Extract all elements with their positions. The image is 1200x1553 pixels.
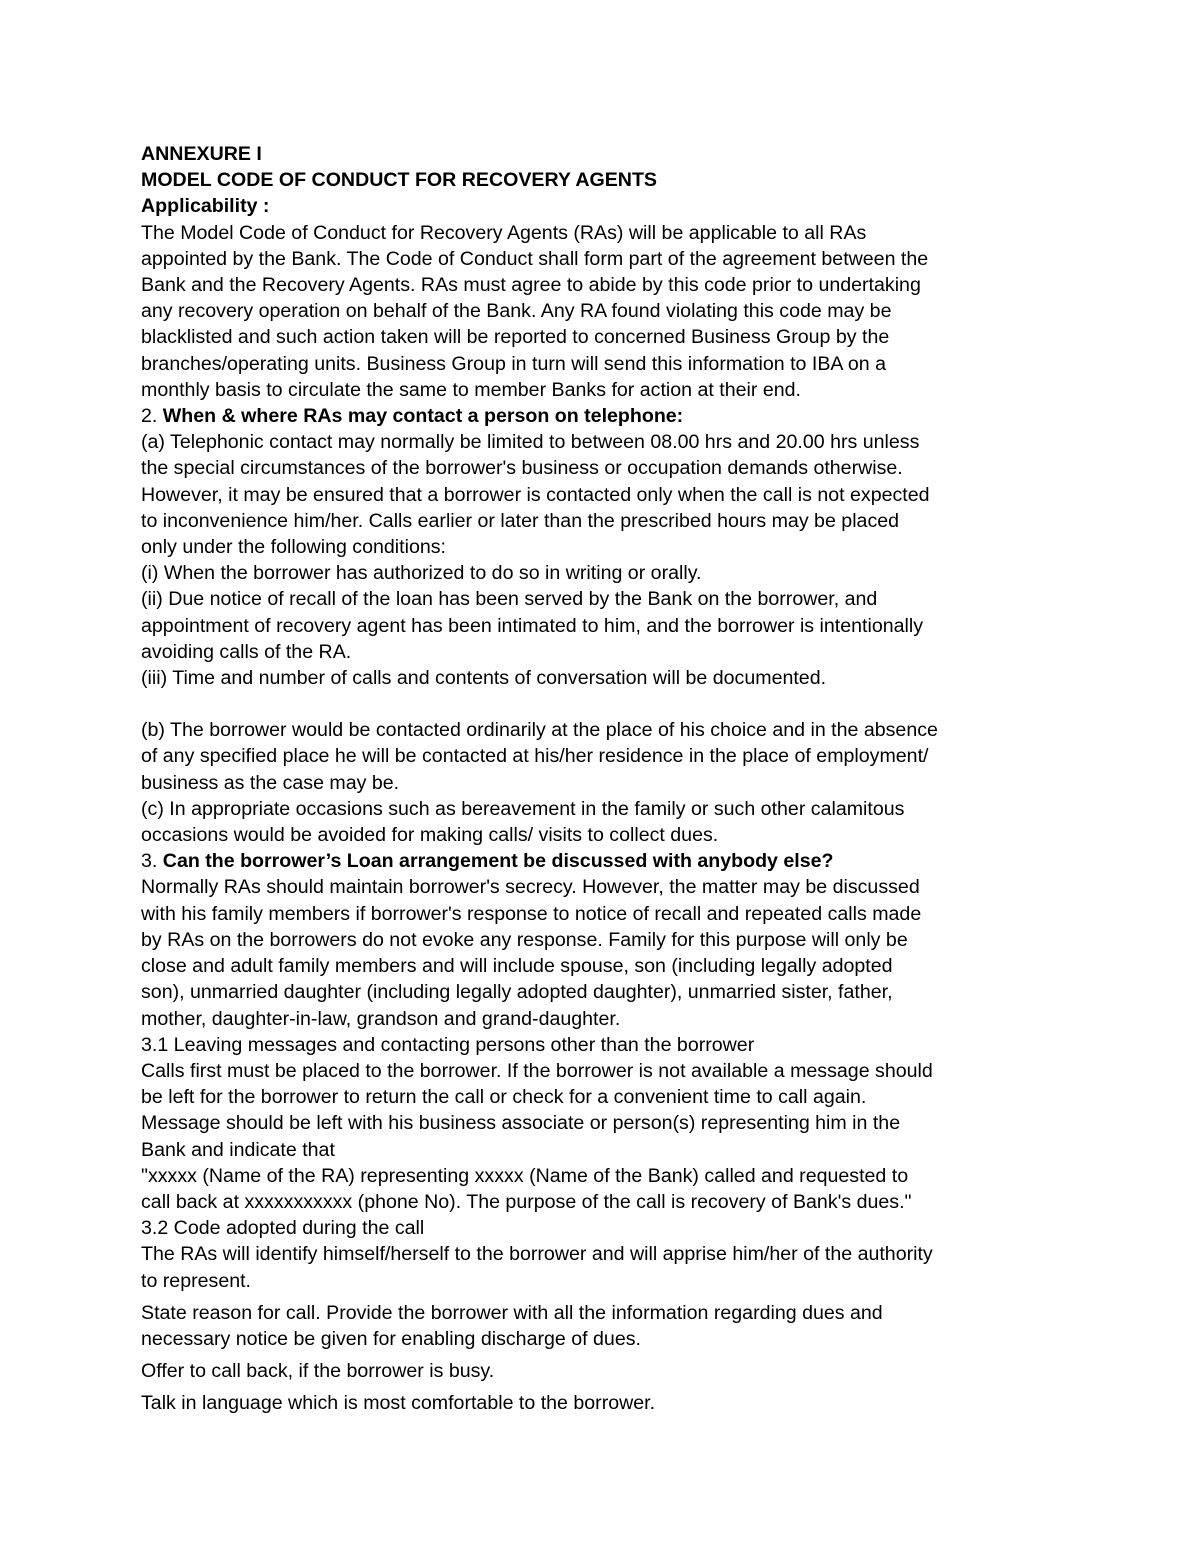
section-2-number: 2.	[141, 405, 163, 428]
annexure-label: ANNEXURE I	[141, 143, 262, 165]
section-3-2-line: Offer to call back, if the borrower is busy.	[141, 1360, 495, 1383]
section-3-title: Can the borrower’s Loan arrangement be discussed with anybody else?	[162, 850, 834, 873]
applicability-line: any recovery operation on behalf of the Bank. Any RA found violating this code may be	[141, 300, 892, 323]
section-2a-line: appointment of recovery agent has been intimated to him, and the borrower is intentionally	[141, 614, 924, 637]
document-page	[141, 141, 1066, 1417]
section-2a-line: (ii) Due notice of recall of the loan has been served by the Bank on the borrower, and	[141, 588, 878, 611]
section-3-1-line: "xxxxx (Name of the RA) representing xxxxx (Name of the Bank) called and requested to	[141, 1164, 909, 1187]
blank-line	[141, 691, 1066, 717]
section-2a-line: to inconvenience him/her. Calls earlier or later than the prescribed hours may be placed	[141, 509, 900, 532]
section-3-2-line: State reason for call. Provide the borrower with all the information regarding dues and	[141, 1301, 883, 1324]
section-2b-line: business as the case may be.	[141, 771, 400, 794]
applicability-line: appointed by the Bank. The Code of Conduct shall form part of the agreement between the	[141, 247, 929, 270]
section-2-title: When & where RAs may contact a person on telephone:	[162, 405, 684, 428]
section-3-line: son), unmarried daughter (including legally adopted daughter), unmarried sister, father,	[141, 981, 893, 1004]
section-2c-line: occasions would be avoided for making calls/ visits to collect dues.	[141, 824, 719, 847]
section-2a-line: avoiding calls of the RA.	[141, 640, 352, 663]
applicability-heading: Applicability :	[141, 195, 270, 218]
section-3-2-line: Talk in language which is most comfortable to the borrower.	[141, 1392, 656, 1415]
section-3-1-heading: 3.1 Leaving messages and contacting persons other than the borrower	[141, 1033, 755, 1056]
section-2c-line: (c) In appropriate occasions such as bereavement in the family or such other calamitous	[141, 797, 905, 820]
section-2b-line: (b) The borrower would be contacted ordinarily at the place of his choice and in the absence	[141, 719, 938, 742]
section-3-line: Normally RAs should maintain borrower's secrecy. However, the matter may be discussed	[141, 876, 920, 899]
section-3-line: close and adult family members and will include spouse, son (including legally adopted	[141, 955, 893, 978]
section-3-1-line: Message should be left with his business associate or person(s) representing him in the	[141, 1112, 901, 1135]
document-title: MODEL CODE OF CONDUCT FOR RECOVERY AGENTS	[141, 169, 657, 192]
applicability-line: branches/operating units. Business Group in turn will send this information to IBA on a	[141, 352, 886, 375]
section-3-2-line: The RAs will identify himself/herself to the borrower and will apprise him/her of the authority	[141, 1243, 933, 1266]
section-3-2-line: necessary notice be given for enabling discharge of dues.	[141, 1327, 641, 1350]
section-2a-line: the special circumstances of the borrower's business or occupation demands otherwise.	[141, 457, 903, 480]
section-2a-line: only under the following conditions:	[141, 536, 446, 559]
section-3-line: by RAs on the borrowers do not evoke any response. Family for this purpose will only be	[141, 928, 908, 951]
section-3-1-line: be left for the borrower to return the call or check for a convenient time to call again.	[141, 1086, 867, 1109]
applicability-line: monthly basis to circulate the same to member Banks for action at their end.	[141, 378, 801, 401]
section-2a-line: (iii) Time and number of calls and contents of conversation will be documented.	[141, 667, 827, 690]
section-3-number: 3.	[141, 850, 163, 873]
section-3-2-heading: 3.2 Code adopted during the call	[141, 1217, 425, 1240]
section-2a-line: However, it may be ensured that a borrower is contacted only when the call is not expected	[141, 483, 930, 506]
applicability-line: Bank and the Recovery Agents. RAs must agree to abide by this code prior to undertaking	[141, 274, 921, 297]
section-3-1-line: Calls first must be placed to the borrower. If the borrower is not available a message should	[141, 1059, 933, 1082]
section-2-heading	[141, 403, 1066, 429]
section-2a-line: (a) Telephonic contact may normally be limited to between 08.00 hrs and 20.00 hrs unless	[141, 431, 920, 454]
section-3-2-line: to represent.	[141, 1269, 252, 1292]
section-3-line: with his family members if borrower's response to notice of recall and repeated calls made	[141, 902, 922, 925]
section-3-heading	[141, 848, 1066, 874]
applicability-line: blacklisted and such action taken will be reported to concerned Business Group by the	[141, 326, 890, 349]
section-3-1-line: call back at xxxxxxxxxxx (phone No). The purpose of the call is recovery of Bank's dues."	[141, 1190, 912, 1213]
section-2b-line: of any specified place he will be contacted at his/her residence in the place of employment/	[141, 745, 929, 768]
section-3-1-line: Bank and indicate that	[141, 1138, 335, 1161]
section-3-line: mother, daughter-in-law, grandson and grand-daughter.	[141, 1007, 621, 1030]
section-2a-line: (i) When the borrower has authorized to do so in writing or orally.	[141, 562, 702, 585]
applicability-line: The Model Code of Conduct for Recovery Agents (RAs) will be applicable to all RAs	[141, 221, 867, 244]
